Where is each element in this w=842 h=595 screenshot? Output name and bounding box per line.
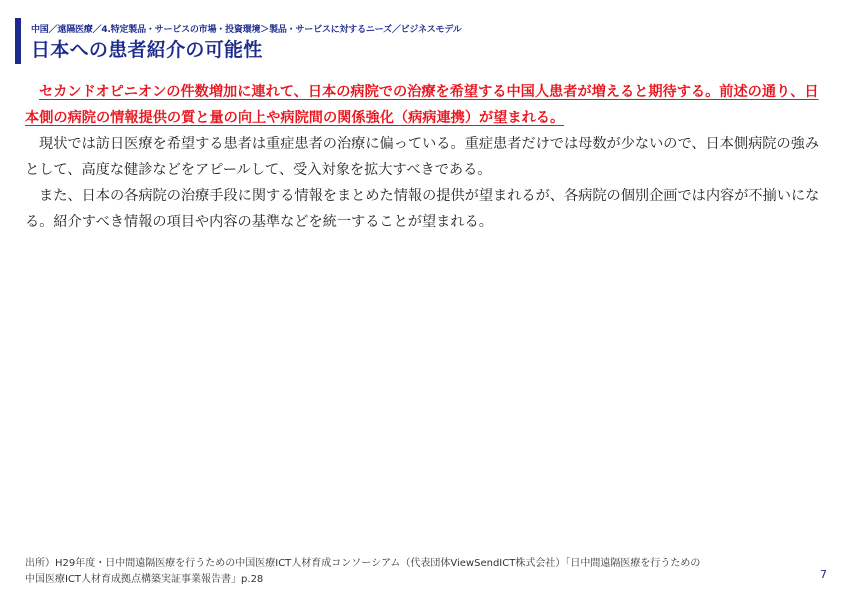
- page-title: 日本への患者紹介の可能性: [31, 39, 263, 61]
- lead-paragraph: [25, 79, 825, 131]
- body-text: [25, 79, 825, 235]
- source-citation: [25, 556, 795, 588]
- lead-highlight-text: セカンドオピニオンの件数増加に連れて、日本の病院での治療を希望する中国人患者が増えると期待する。前述の通り、日本側の病院の情報提供の質と量の向上や病院間の関係強化（病病連携）が望まれる。: [25, 84, 819, 126]
- source-line-2: 中国医療ICT人材育成拠点構築実証事業報告書」p.28: [25, 574, 264, 585]
- page-number: 7: [820, 568, 827, 581]
- breadcrumb: 中国／遠隔医療／4.特定製品・サービスの市場・投資環境＞製品・サービスに対するニーズ／ビジネスモデル: [31, 25, 462, 35]
- source-line-1: 出所）H29年度・日中間遠隔医療を行うための中国医療ICT人材育成コンソーシアム（代表団体ViewSendICT株式会社）「日中間遠隔医療を行うための: [25, 558, 701, 569]
- title-accent-bar: [15, 18, 21, 64]
- paragraph-2: また、日本の各病院の治療手段に関する情報をまとめた情報の提供が望まれるが、各病院の個別企画では内容が不揃いになる。紹介すべき情報の項目や内容の基準などを統一することが望まれる。: [25, 188, 820, 230]
- paragraph-1: 現状では訪日医療を希望する患者は重症患者の治療に偏っている。重症患者だけでは母数が少ないので、日本側病院の強みとして、高度な健診などをアピールして、受入対象を拡大すべきである。: [25, 136, 820, 178]
